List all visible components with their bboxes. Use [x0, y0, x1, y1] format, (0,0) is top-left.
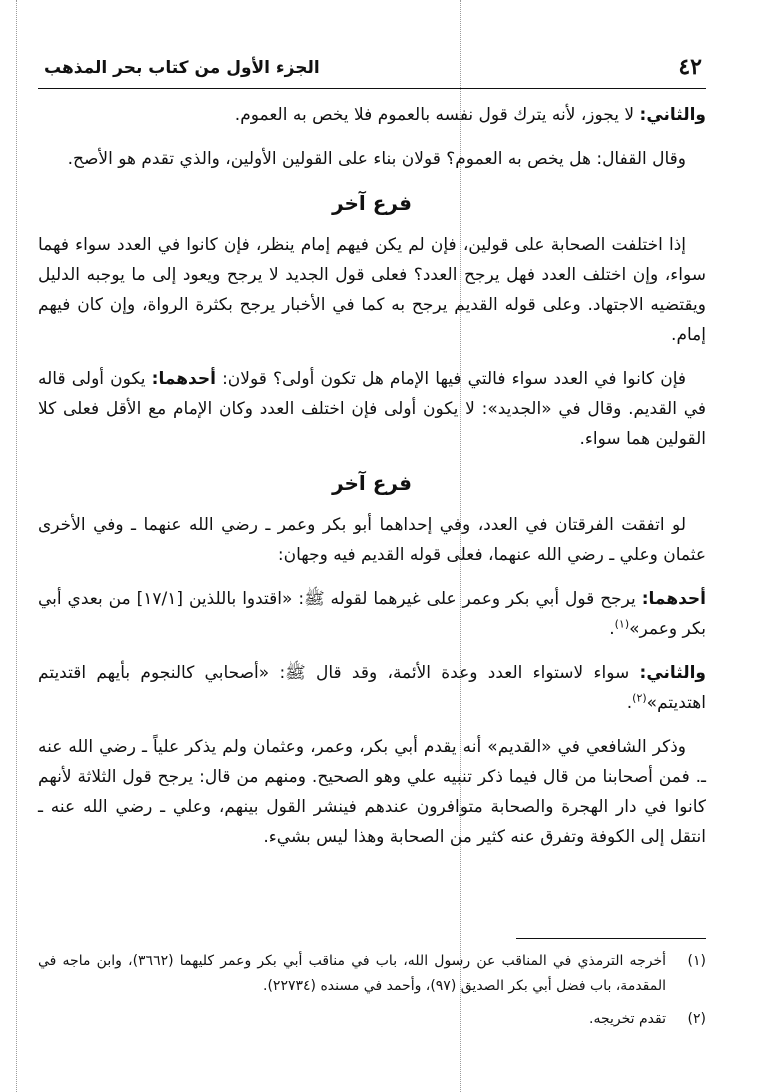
footnote-1	[38, 949, 706, 999]
lead-term: والثاني:	[639, 663, 706, 683]
paragraph-second-opinion	[38, 100, 706, 130]
paragraph-text: يرجح قول أبي بكر وعمر على غيرهما لقوله ﷺ: «اقتدوا باللذين [١٧/١] من بعدي أبي بكر وعمر»	[38, 589, 706, 639]
footnote-ref-2: (٢)	[632, 691, 647, 705]
sentence-end: .	[609, 619, 615, 639]
paragraph-text: لا يجوز، لأنه يترك قول نفسه بالعموم فلا يخص به العموم.	[234, 105, 635, 125]
footnote-ref-1: (١)	[614, 617, 630, 631]
paragraph-text: يكون أولى قاله في القديم. وقال في «الجديد»: لا يكون أولى فإن اختلف العدد وكان الإمام مع الأقل فعلى كلا القولين هما سواء.	[38, 369, 706, 449]
section-heading-1: فرع آخر	[332, 191, 412, 215]
footnote-text: أخرجه الترمذي في المناقب عن رسول الله، باب في مناقب أبي بكر وعمر كليهما (٣٦٦٢)، وابن ماجه في المقدمة، باب فضل أبي بكر الصديق (٩٧)، وأحمد في مسنده (٢٢٧٣٤).	[38, 953, 666, 994]
paragraph-qaffal: وقال القفال: هل يخص به العموم؟ قولان بناء على القولين الأولين، والذي تقدم هو الأصح.	[67, 149, 686, 169]
page-body	[38, 100, 706, 866]
section-heading-2: فرع آخر	[332, 471, 412, 495]
running-title: الجزء الأول من كتاب بحر المذهب	[44, 58, 320, 78]
paragraph-text: سواء لاستواء العدد وعدة الأئمة، وقد قال ﷺ: «أصحابي كالنجوم بأيهم اقتديتم اهتديتم»	[38, 663, 706, 713]
paragraph-shafii-old: وذكر الشافعي في «القديم» أنه يقدم أبي بكر، وعمر، وعثمان ولم يذكر علياً ـ رضي الله عنه ـ. فمن أصحابنا من قال فيما ذكر تنبيه علي وهو الصحيح. ومنهم من قال: يرجح قول الثلاثة لأنهم كانوا في دار الهجرة والصحابة متوافرون عندهم فينشر القول بينهم، وعلي ـ رضي الله عنه ـ انتقل إلى الكوفة وتفرق عنه كثير من الصحابة وهذا ليس بشيء.	[38, 737, 706, 847]
page-header	[38, 52, 706, 89]
paragraph-two-groups: لو اتفقت الفرقتان في العدد، وفي إحداهما أبو بكر وعمر ـ رضي الله عنهما ـ وفي الأخرى عثمان وعلي ـ رضي الله عنهما، فعلى قوله القديم فيه وجهان:	[38, 515, 706, 565]
footnotes	[38, 938, 706, 1040]
page-number: ٤٢	[678, 54, 702, 80]
lead-term: والثاني:	[639, 105, 706, 125]
footnote-2	[38, 1007, 706, 1032]
footnote-divider	[516, 938, 706, 939]
paragraph-second-view	[38, 658, 706, 718]
paragraph-companions-disagree: إذا اختلفت الصحابة على قولين، فإن لم يكن فيهم إمام ينظر، فإن كانوا في العدد سواء فهما سواء، وإن اختلف العدد فهل يرجح العدد؟ فعلى قول الجديد لا يرجح ويعود إلى ما يوجبه الدليل ويقتضيه الاجتهاد. وعلى قوله القديم يرجح به كما في الأخبار يرجح بكثرة الرواة، وإن كان فيهم إمام.	[38, 235, 706, 345]
footnote-number: (٢)	[687, 1011, 706, 1027]
lead-term: أحدهما:	[151, 369, 216, 389]
paragraph-text: فإن كانوا في العدد سواء فالتي فيها الإمام هل تكون أولى؟ قولان:	[222, 369, 687, 389]
paragraph-first-view	[38, 584, 706, 644]
paragraph-equal-count	[38, 364, 706, 454]
page-edge-dotted-line	[16, 0, 17, 1092]
footnote-text: تقدم تخريجه.	[589, 1011, 666, 1027]
footnote-number: (١)	[687, 953, 706, 969]
lead-term: أحدهما:	[641, 589, 706, 609]
sentence-end: .	[626, 693, 633, 713]
